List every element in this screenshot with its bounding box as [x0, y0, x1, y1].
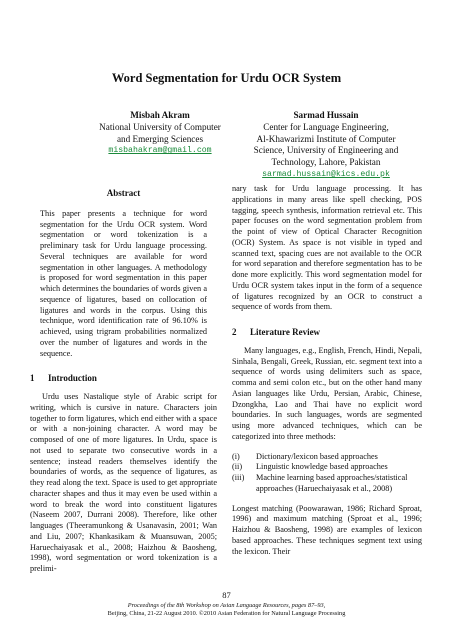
list-item-label: (iii) — [232, 473, 245, 482]
author-affiliation-line: Technology, Lahore, Pakistan — [271, 157, 381, 168]
author-email-link[interactable]: misbahakram@gmail.com — [108, 146, 212, 156]
author-affiliation-line: and Emerging Sciences — [116, 133, 204, 144]
footer-copyright: Beijing, China, 21-22 August 2010. ©2010 Asian Federation for Natural Language Processing — [107, 610, 346, 618]
author-name: Misbah Akram — [130, 110, 190, 120]
introduction-paragraph-part2: nary task for Urdu language processing. It has applications in many areas like spell checking, POS tagging, speech synthesis, information retrieval etc. This paper focuses on the word segmentation problem from the point of view of Optical Character Recognition (OCR) System. As space is not visible in typed and scanned text, spacing cues are not available to the OCR for word separation and therefore segmentation has to be done more explicitly. This word segmentation model for Urdu OCR system takes input in the form of a sequence of ligatures recognized by an OCR to construct a sequence of words from them. — [232, 184, 422, 312]
lexicon-approaches-paragraph: Longest matching (Poowarawan, 1986; Richard Sproat, 1996) and maximum matching (Sproat et al., 1996; Haizhou & Baosheng, 1998) are examples of lexicon based approaches. These techniques segment text using the lexicon. Their — [232, 503, 422, 556]
author-block-2 — [230, 110, 422, 181]
abstract-heading: Abstract — [106, 188, 141, 198]
abstract-text: This paper presents a technique for word segmentation for the Urdu OCR system. Word segmentation or word tokenization is a preliminary task for Urdu language processing. Several techniques are available for word segmentation in other languages. A methodology is proposed for word segmentation in this paper which determines the boundaries of words given a sequence of ligatures, based on collocation of ligatures and words in the corpus. Using this technique, word identification rate of 96.10% is achieved, using trigram probabilities normalized over the number of ligatures and words in the sequence. — [40, 208, 207, 358]
author-affiliation-line: Center for Language Engineering, — [263, 121, 389, 132]
section-title: Literature Review — [250, 327, 321, 337]
list-item — [232, 452, 422, 463]
author-name: Sarmad Hussain — [293, 110, 359, 120]
section-title: Introduction — [48, 373, 97, 384]
list-item-label: (i) — [232, 451, 240, 461]
literature-review-paragraph: Many languages, e.g., English, French, Hindi, Nepali, Sinhala, Bengali, Greek, Russian, etc. segment text into a sequence of words using delimiters such as space, comma and semi colon etc., but on the other hand many Asian languages like Urdu, Persian, Arabic, Chinese, Dzongkha, Lao and Thai have no explicit word boundaries. In such languages, words are segmented using more advanced techniques, which can be categorized into three methods: — [232, 345, 422, 441]
author-affiliation-line: Al-Khawarizmi Institute of Computer — [256, 133, 396, 144]
section-number: 1 — [30, 373, 35, 384]
author-affiliation-line: National University of Computer — [99, 121, 221, 132]
introduction-paragraph-part1: Urdu uses Nastalique style of Arabic script for writing, which is cursive in nature. Characters join together to form ligatures, which end either with a space or with a non-joining character. A word may be composed of one of more ligatures. In Urdu, space is not used to separate two consecutive words in a sentence; instead readers themselves identify the boundaries of words, as the sequence of ligatures, as they read along the text. Space is used to get appropriate character shapes and thus it may even be used within a word to break the word into constituent ligatures (Naseem 2007, Durrani 2008). Therefore, like other languages (Theeramunkong & Usanavasin, 2001; Wan and Liu, 2007; Khankasikam & Muansuwan, 2005; Haruechaiyasak et al., 2008; Haizhou & Baosheng, 1998), word segmentation or word tokenization is a prelimi- — [30, 392, 217, 573]
page-footer — [0, 602, 453, 618]
list-item-text: Linguistic knowledge based approaches — [256, 462, 388, 472]
section-heading-introduction — [30, 373, 217, 384]
list-item-text: Machine learning based approaches/statistical approaches (Haruechaiyasak et al., 2008) — [256, 473, 408, 493]
list-item — [232, 462, 422, 473]
left-column — [30, 188, 217, 575]
section-number: 2 — [232, 327, 237, 337]
section-heading-literature-review — [232, 327, 422, 338]
list-item-label: (ii) — [232, 462, 243, 472]
list-item — [232, 473, 422, 495]
right-column — [232, 184, 422, 557]
paper-title: Word Segmentation for Urdu OCR System — [111, 71, 342, 85]
page-number: 87 — [222, 590, 231, 600]
author-affiliation-line: Science, University of Engineering and — [253, 145, 399, 156]
footer-proceedings: Proceedings of the 8th Workshop on Asian Language Resources, pages 87–93, — [127, 602, 326, 609]
author-email-link[interactable]: sarmad.hussain@kics.edu.pk — [262, 169, 390, 179]
list-item-text: Dictionary/lexicon based approaches — [256, 451, 378, 461]
